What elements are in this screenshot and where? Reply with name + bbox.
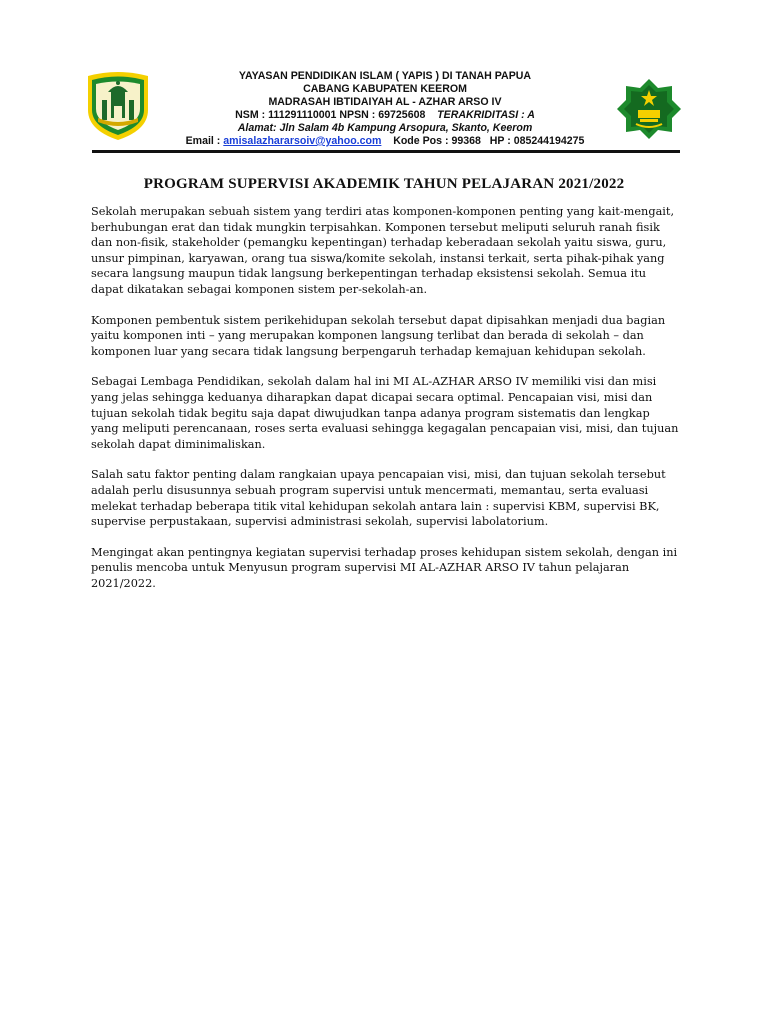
nsm-npsn: NSM : 111291110001 NPSN : 69725608 [235,109,426,121]
foundation-name: YAYASAN PENDIDIKAN ISLAM ( YAPIS ) DI TANAH PAPUA [238,70,532,82]
branch-name: CABANG KABUPATEN KEEROM [303,83,467,95]
registration-row [162,109,608,122]
paragraph: Komponen pembentuk sistem perikehidupan sekolah tersebut dapat dipisahkan menjadi dua bagian yaitu komponen inti – yang merupakan komponen langsung terlibat dan berada di sekolah – dan komponen luar yang secara tidak langsung berpengaruh terhadap kemajuan kehidupan sekolah. [91,313,666,358]
phone-number: HP : 085244194275 [489,135,585,147]
paragraph: Mengingat akan pentingnya kegiatan supervisi terhadap proses kehidupan sistem sekolah, dengan ini penulis mencoba untuk Menyusun program supervisi MI AL-AZHAR ARSO IV tahun pelajaran 2021/2022. [91,545,678,590]
paragraph: Sekolah merupakan sebuah sistem yang terdiri atas komponen-komponen penting yang kait-mengait, berhubungan erat dan tidak mungkin terpisahkan. Komponen tersebut meliputi seluruh ranah fisik dan non-fisik, stakeholder (pemangku kepentingan) terhadap keberadaan sekolah yaitu siswa, guru, unsur pimpinan, karyawan, orang tua siswa/komite sekolah, instansi terkait, serta pihak-pihak yang secara langsung maupun tidak langsung berkepentingan terhadap eksistensi sekolah. Semua itu dapat dikatakan sebagai komponen sistem per-sekolah-an. [91,205,675,296]
contact-row [162,135,608,148]
letterhead-text [162,70,608,148]
yapis-shield-logo [84,70,152,142]
header-divider [92,150,680,153]
email-link[interactable]: amisalazhararsoiv@yahoo.com [223,135,382,147]
paragraph: Sebagai Lembaga Pendidikan, sekolah dalam hal ini MI AL-AZHAR ARSO IV memiliki visi dan misi yang jelas sehingga keduanya diharapkan dapat dicapai secara optimal. Pencapaian visi, misi dan tujuan sekolah tidak begitu saja dapat diwujudkan tanpa adanya program sistematis dan lengkap yang meliputi perencanaan, roses serta evaluasi sehingga kegagalan pencapaian visi, misi, dan tujuan sekolah dapat diminimaliskan. [91,375,679,451]
accreditation: TERAKRIDITASI : A [437,109,535,121]
kemenag-logo [616,78,682,140]
document-body [91,204,679,606]
school-name: MADRASAH IBTIDAIYAH AL - AZHAR ARSO IV [268,96,502,108]
letterhead [84,66,684,152]
document-title: PROGRAM SUPERVISI AKADEMIK TAHUN PELAJARAN 2021/2022 [143,176,625,192]
email-label: Email : [185,135,221,147]
postal-code: Kode Pos : 99368 [393,135,481,147]
paragraph: Salah satu faktor penting dalam rangkaian upaya pencapaian visi, misi, dan tujuan sekolah tersebut adalah perlu disusunnya sebuah program supervisi untuk mencermati, memantau, serta evaluasi melekat terhadap beberapa titik vital kehidupan sekolah antara lain : supervisi KBM, supervisi BK, supervise perpustakaan, supervisi administrasi sekolah, supervisi labolatorium. [91,468,666,529]
address: Alamat: Jln Salam 4b Kampung Arsopura, Skanto, Keerom [237,122,533,134]
